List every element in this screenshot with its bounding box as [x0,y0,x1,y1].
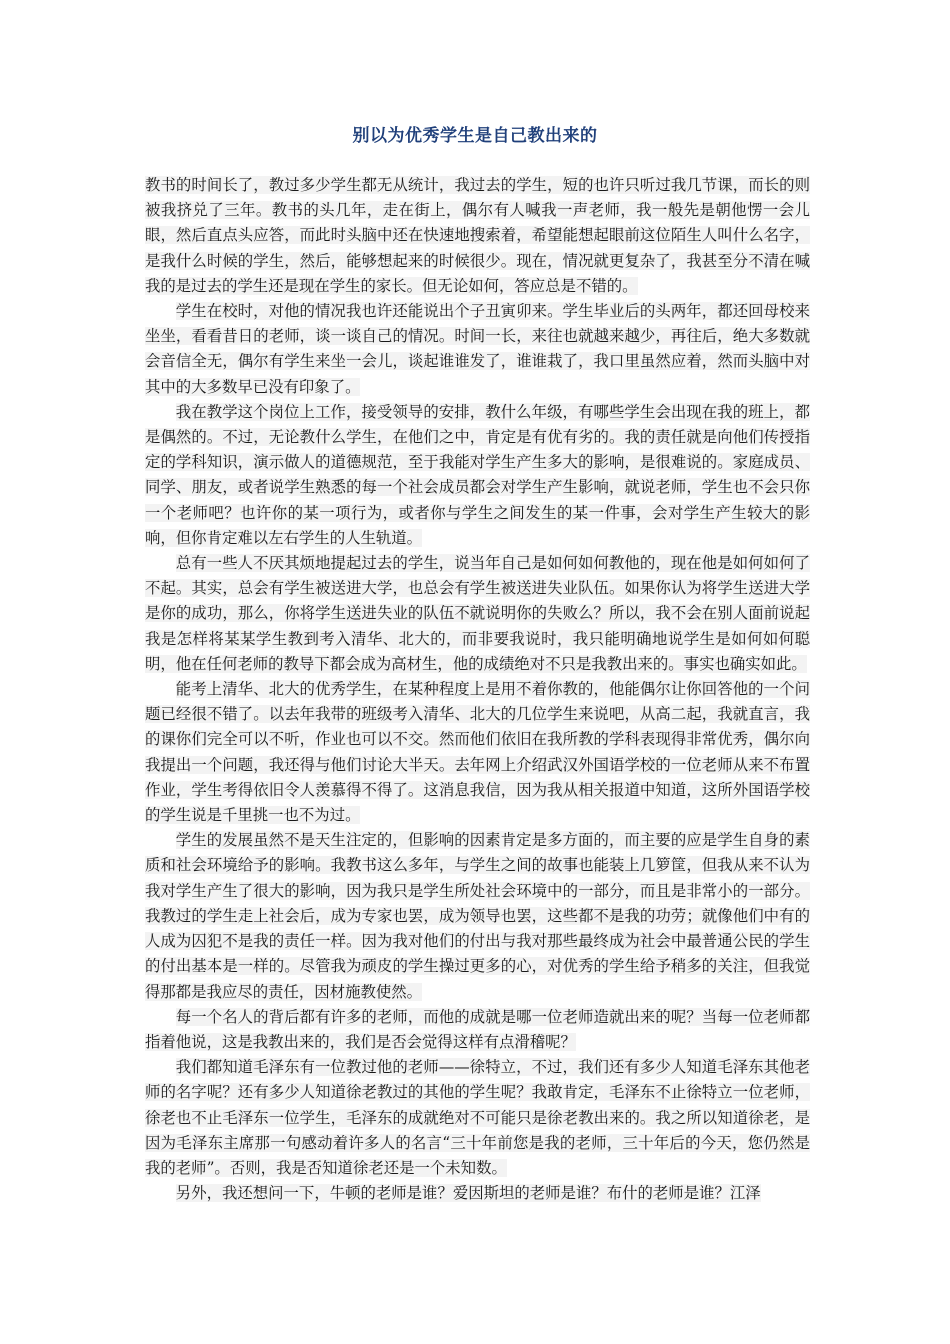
paragraph [145,299,810,400]
paragraph [145,551,810,677]
paragraph [145,828,810,1004]
paragraph-text: 能考上清华、北大的优秀学生，在某种程度上是用不着你教的，他能偶尔让你回答他的一个问题已经很不错了。以去年我带的班级考入清华、北大的几位学生来说吧，从高二起，我就直言，我的课你们完全可以不听，作业也可以不交。然而他们依旧在我所教的学科表现得非常优秀，偶尔向我提出一个问题，我还得与他们讨论大半天。去年网上介绍武汉外国语学校的一位老师从来不布置作业，学生考得依旧令人羡慕得不得了。这消息我信，因为我从相关报道中知道，这所外国语学校的学生说是千里挑一也不为过。 [145,680,810,825]
paragraph [145,173,810,299]
paragraph-text: 教书的时间长了，教过多少学生都无从统计，我过去的学生，短的也许只听过我几节课，而长的则被我挤兑了三年。教书的头几年，走在街上，偶尔有人喊我一声老师，我一般先是朝他愣一会儿眼，然后直点头应答，而此时头脑中还在快速地搜索着，希望能想起眼前这位陌生人叫什么名字，是我什么时候的学生，然后，能够想起来的时候很少。现在，情况就更复杂了，我甚至分不清在喊我的是过去的学生还是现在学生的家长。但无论如何，答应总是不错的。 [145,176,810,295]
paragraph [145,1005,810,1055]
paragraph-text: 总有一些人不厌其烦地提起过去的学生，说当年自己是如何如何教他的，现在他是如何如何了不起。其实，总会有学生被送进大学，也总会有学生被送进失业队伍。如果你认为将学生送进大学是你的成功，那么，你将学生送进失业的队伍不就说明你的失败么？所以，我不会在别人面前说起我是怎样将某某学生教到考入清华、北大的，而非要我说时，我只能明确地说学生是如何如何聪明，他在任何老师的教导下都会成为高材生，他的成绩绝对不只是我教出来的。事实也确实如此。 [145,554,810,673]
paragraph [145,1055,810,1181]
article-body [145,173,810,1206]
paragraph-text: 我们都知道毛泽东有一位教过他的老师——徐特立，不过，我们还有多少人知道毛泽东其他老师的名字呢？还有多少人知道徐老教过的其他的学生呢？我敢肯定，毛泽东不止徐特立一位老师，徐老也不止毛泽东一位学生，毛泽东的成就绝对不可能只是徐老教出来的。我之所以知道徐老，是因为毛泽东主席那一句感动着许多人的名言“三十年前您是我的老师，三十年后的今天，您仍然是我的老师”。否则，我是否知道徐老还是一个未知数。 [145,1058,810,1177]
page-title: 别以为优秀学生是自己教出来的 [352,126,598,146]
paragraph-text: 每一个名人的背后都有许多的老师，而他的成就是哪一位老师造就出来的呢？当每一位老师都指着他说，这是我教出来的，我们是否会觉得这样有点滑稽呢？ [145,1007,810,1051]
paragraph-text: 我在教学这个岗位上工作，接受领导的安排，教什么年级，有哪些学生会出现在我的班上，都是偶然的。不过，无论教什么学生，在他们之中，肯定是有优有劣的。我的责任就是向他们传授指定的学科知识，演示做人的道德规范，至于我能对学生产生多大的影响，是很难说的。家庭成员、同学、朋友，或者说学生熟悉的每一个社会成员都会对学生产生影响，就说老师，学生也不会只你一个老师吧？也许你的某一项行为，或者你与学生之间发生的某一件事，会对学生产生较大的影响，但你肯定难以左右学生的人生轨道。 [145,402,810,547]
paragraph [145,677,810,828]
paragraph [145,400,810,551]
paragraph-text: 学生在校时，对他的情况我也许还能说出个子丑寅卯来。学生毕业后的头两年，都还回母校来坐坐，看看昔日的老师，谈一谈自己的情况。时间一长，来往也就越来越少，再往后，绝大多数就会音信全无，偶尔有学生来坐一会儿，谈起谁谁发了，谁谁栽了，我口里虽然应着，然而头脑中对其中的大多数早已没有印象了。 [145,302,810,396]
paragraph [145,1181,810,1206]
paragraph-text: 学生的发展虽然不是天生注定的，但影响的因素肯定是多方面的，而主要的应是学生自身的素质和社会环境给予的影响。我教书这么多年，与学生之间的故事也能装上几箩筐，但我从来不认为我对学生产生了很大的影响，因为我只是学生所处社会环境中的一部分，而且是非常小的一部分。我教过的学生走上社会后，成为专家也罢，成为领导也罢，这些都不是我的功劳；就像他们中有的人成为囚犯不是我的责任一样。因为我对他们的付出与我对那些最终成为社会中最普通公民的学生的付出基本是一样的。尽管我为顽皮的学生操过更多的心，对优秀的学生给予稍多的关注，但我觉得那都是我应尽的责任，因材施教使然。 [145,831,810,1001]
paragraph-text: 另外，我还想问一下，牛顿的老师是谁？爱因斯坦的老师是谁？布什的老师是谁？江泽 [175,1184,761,1203]
